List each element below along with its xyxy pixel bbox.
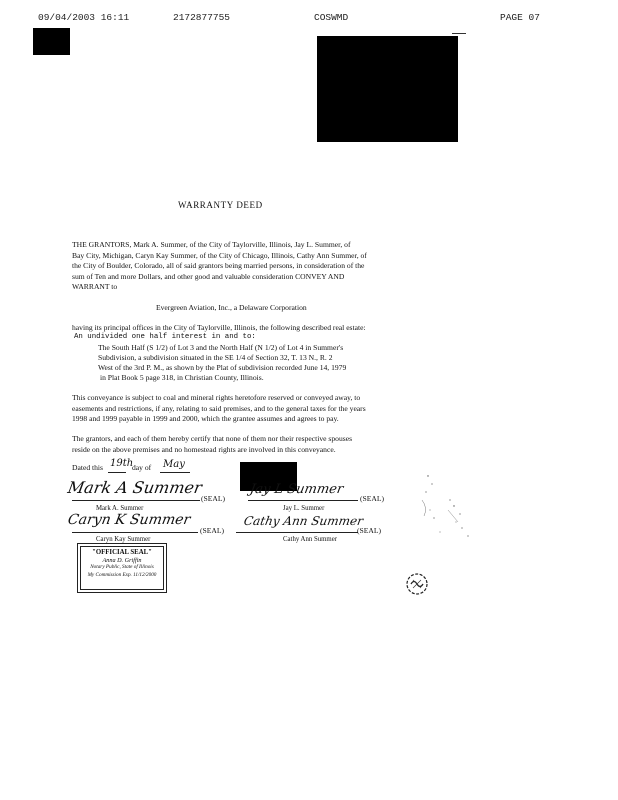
- seal-label: (SEAL): [200, 526, 225, 535]
- fax-phone: 2172877755: [173, 12, 231, 23]
- grantors-line: Bay City, Michigan, Caryn Kay Summer, of the City of Chicago, Illinois, Cathy Ann Summer, of: [72, 250, 367, 260]
- circular-stamp-icon: [404, 572, 430, 596]
- legal-description: [98, 343, 346, 383]
- signature-line: [236, 532, 358, 533]
- fax-page-number: PAGE 07: [500, 12, 540, 23]
- signer-name: Jay L. Summer: [283, 505, 325, 512]
- legal-line: The South Half (S 1/2) of Lot 3 and the North Half (N 1/2) of Lot 4 in Summer's: [98, 343, 344, 352]
- signature-handwriting-caryn: Caryn K Summer: [66, 512, 192, 528]
- dated-month: May: [163, 459, 185, 470]
- grantee-name: Evergreen Aviation, Inc., a Delaware Corporation: [156, 303, 307, 312]
- dated-prefix: Dated this: [72, 463, 104, 472]
- notary-seal-name: Anna D. Griffin: [102, 556, 142, 564]
- conveyance-line: 1998 and 1999 payable in 1999 and 2000, which the grantee assumes and agrees to pay.: [72, 414, 339, 423]
- legal-line: West of the 3rd P. M., as shown by the Plat of subdivision recorded June 14, 1979: [98, 363, 347, 372]
- property-intro: having its principal offices in the City of Taylorville, Illinois, the following described real estate:: [72, 323, 366, 332]
- dated-middle: day of: [132, 463, 152, 472]
- signature-line: [248, 500, 358, 501]
- signature-handwriting-jay: Jay L Summer: [248, 482, 345, 497]
- dated-day: 19th: [110, 458, 134, 469]
- grantors-line: sum of Ten and more Dollars, and other good and valuable consideration CONVEY AND: [72, 271, 345, 281]
- certify-line: The grantors, and each of them hereby certify that none of them nor their respective spouses: [72, 434, 353, 443]
- notary-seal-line: Notary Public, State of Illinois: [90, 564, 154, 571]
- seal-label: (SEAL): [360, 494, 385, 503]
- signer-name: Caryn Kay Summer: [96, 536, 151, 543]
- seal-label: (SEAL): [357, 526, 382, 535]
- conveyance-line: easements and restrictions, if any, relating to said premises, and to the general taxes for the years: [72, 403, 366, 413]
- signature-line: [72, 500, 200, 501]
- scan-specks: [420, 470, 480, 550]
- fax-header: [0, 12, 618, 26]
- day-underline: [108, 472, 126, 473]
- signature-line: [72, 532, 198, 533]
- notary-seal: [80, 546, 164, 590]
- scan-mark: [452, 33, 466, 34]
- seal-label: (SEAL): [201, 494, 226, 503]
- conveyance-line: This conveyance is subject to coal and mineral rights heretofore reserved or conveyed away, to: [72, 393, 361, 402]
- signer-name: Mark A. Summer: [96, 505, 144, 512]
- signature-handwriting-mark: Mark A Summer: [66, 478, 204, 497]
- grantors-line: WARRANT to: [72, 282, 118, 291]
- grantors-line: THE GRANTORS, Mark A. Summer, of the City of Taylorville, Illinois, Jay L. Summer, of: [72, 240, 351, 249]
- conveyance-paragraph: [72, 393, 402, 425]
- signature-handwriting-cathy: Cathy Ann Summer: [242, 514, 365, 528]
- notary-seal-title: "OFFICIAL SEAL": [92, 549, 152, 556]
- notary-seal-line: My Commission Exp. 11/12/2000: [87, 571, 157, 578]
- month-underline: [160, 472, 190, 473]
- grantors-line: the City of Boulder, Colorado, all of said grantors being married persons, in consideration of the: [72, 261, 365, 270]
- grantors-paragraph: [72, 240, 388, 293]
- document-title: WARRANTY DEED: [178, 200, 263, 210]
- signer-name: Cathy Ann Summer: [283, 536, 337, 543]
- certify-paragraph: [72, 434, 382, 455]
- fax-sender: COSWMD: [314, 12, 349, 23]
- fax-datetime: 09/04/2003 16:11: [38, 12, 130, 23]
- redaction-block-top-right: [317, 36, 458, 142]
- legal-line: Subdivision, a subdivision situated in the SE 1/4 of Section 32, T. 13 N., R. 2: [98, 353, 333, 362]
- legal-line: in Plat Book 5 page 318, in Christian County, Illinois.: [100, 373, 264, 382]
- redaction-block-top-left: [33, 28, 70, 55]
- certify-line: reside on the above premises and no homestead rights are involved in this conveyance.: [72, 444, 336, 454]
- typed-insert: An undivided one half interest in and to:: [74, 333, 256, 341]
